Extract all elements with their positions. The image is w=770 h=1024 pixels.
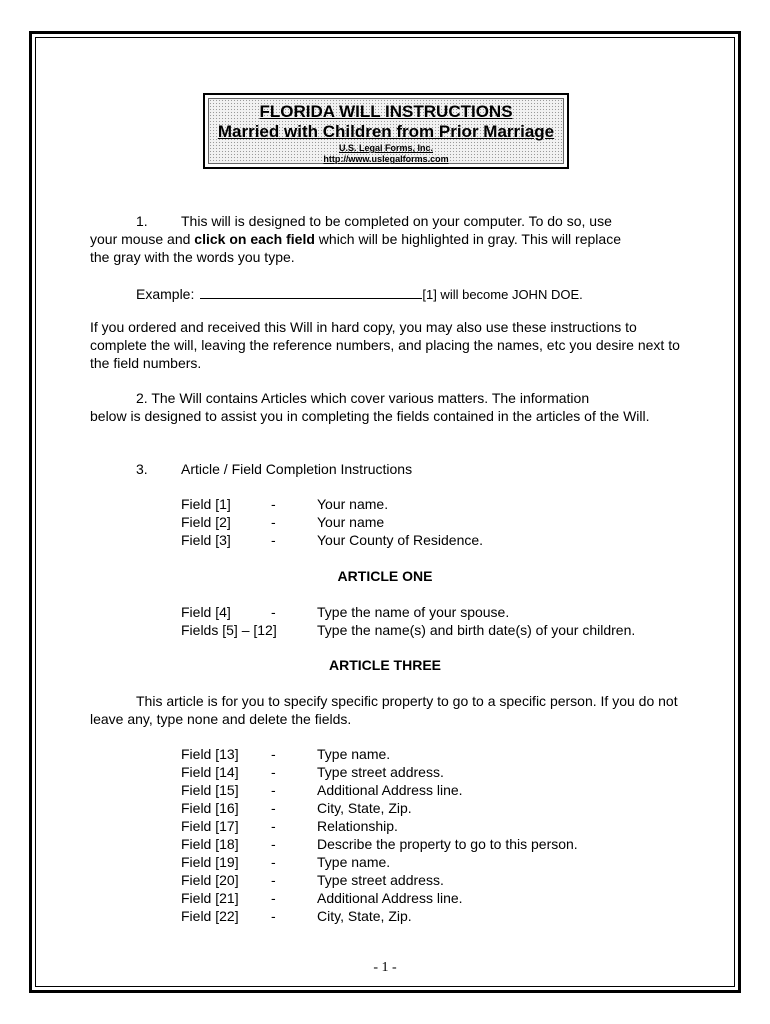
field-description: Your County of Residence.	[317, 532, 484, 548]
field-label: Field [1]	[181, 496, 231, 512]
field-dash: -	[271, 872, 276, 888]
field-dash: -	[271, 782, 276, 798]
field-label: Field [22]	[181, 908, 239, 924]
field-description: Additional Address line.	[317, 782, 463, 798]
field-description: Type name.	[317, 746, 391, 762]
field-description: Type street address.	[317, 872, 444, 888]
hardcopy-paragraph: If you ordered and received this Will in hard copy, you may also use these instructions to complete the will, leaving the reference numbers, and placing the names, etc you desire next to the field numbers.	[90, 319, 680, 371]
field-description: Additional Address line.	[317, 890, 463, 906]
document-title: FLORIDA WILL INSTRUCTIONS	[259, 102, 513, 121]
para1-line2-bold: click on each field	[194, 231, 315, 247]
field-label: Field [19]	[181, 854, 239, 870]
field-label: Field [18]	[181, 836, 239, 852]
field-label: Field [17]	[181, 818, 239, 834]
field-dash: -	[271, 746, 276, 762]
field-description: City, State, Zip.	[317, 800, 412, 816]
field-label: Field [3]	[181, 532, 231, 548]
field-dash: -	[271, 496, 276, 512]
field-label: Field [13]	[181, 746, 239, 762]
field-dash: -	[271, 836, 276, 852]
field-dash: -	[271, 514, 276, 530]
field-label: Field [21]	[181, 890, 239, 906]
title-box-inner	[208, 98, 564, 164]
field-label: Field [2]	[181, 514, 231, 530]
field-dash: -	[271, 908, 276, 924]
company-name: U.S. Legal Forms, Inc.	[338, 143, 434, 153]
field-description: Type the name(s) and birth date(s) of your children.	[317, 622, 636, 638]
field-dash: -	[271, 818, 276, 834]
field-description: Your name	[317, 514, 385, 530]
field-label: Field [15]	[181, 782, 239, 798]
field-label: Fields [5] – [12]	[181, 622, 277, 638]
para3-number: 3.	[136, 461, 148, 477]
para1-number: 1.	[136, 213, 148, 229]
field-description: Your name.	[317, 496, 389, 512]
field-dash: -	[271, 800, 276, 816]
para1-line3: the gray with the words you type.	[90, 249, 295, 265]
para2-line1: 2. The Will contains Articles which cover various matters. The information	[136, 390, 590, 406]
para1-line2	[90, 230, 621, 248]
example-suffix: [1] will become JOHN DOE.	[422, 287, 583, 302]
para3-text: Article / Field Completion Instructions	[181, 461, 413, 477]
para1-line2-post: which will be highlighted in gray. This will replace	[314, 231, 621, 247]
para2-rest: below is designed to assist you in completing the fields contained in the articles of the Will.	[90, 408, 650, 424]
para1-line2-pre: your mouse and	[90, 231, 195, 247]
article-one-heading: ARTICLE ONE	[337, 568, 433, 584]
field-dash: -	[271, 604, 276, 620]
field-description: Type the name of your spouse.	[317, 604, 510, 620]
title-box	[203, 93, 569, 169]
field-label: Field [14]	[181, 764, 239, 780]
field-description: City, State, Zip.	[317, 908, 412, 924]
page-number: - 1 -	[373, 960, 397, 975]
field-description: Type name.	[317, 854, 391, 870]
example-blank-field	[200, 285, 422, 299]
field-dash: -	[271, 854, 276, 870]
example-label: Example:	[136, 286, 195, 302]
example-line	[136, 285, 583, 304]
field-description: Describe the property to go to this person.	[317, 836, 578, 852]
field-label: Field [16]	[181, 800, 239, 816]
field-label: Field [4]	[181, 604, 231, 620]
field-description: Type street address.	[317, 764, 444, 780]
article-three-heading: ARTICLE THREE	[329, 657, 441, 673]
article-three-intro: This article is for you to specify specific property to go to a specific person. If you do not leave any, type none and delete the fields.	[90, 693, 678, 727]
para1-line1: This will is designed to be completed on your computer. To do so, use	[181, 213, 612, 229]
field-dash: -	[271, 764, 276, 780]
field-dash: -	[271, 532, 276, 548]
field-label: Field [20]	[181, 872, 239, 888]
company-url[interactable]: http://www.uslegalforms.com	[323, 154, 449, 164]
field-dash: -	[271, 890, 276, 906]
document-subtitle: Married with Children from Prior Marriage	[217, 122, 555, 141]
field-description: Relationship.	[317, 818, 398, 834]
